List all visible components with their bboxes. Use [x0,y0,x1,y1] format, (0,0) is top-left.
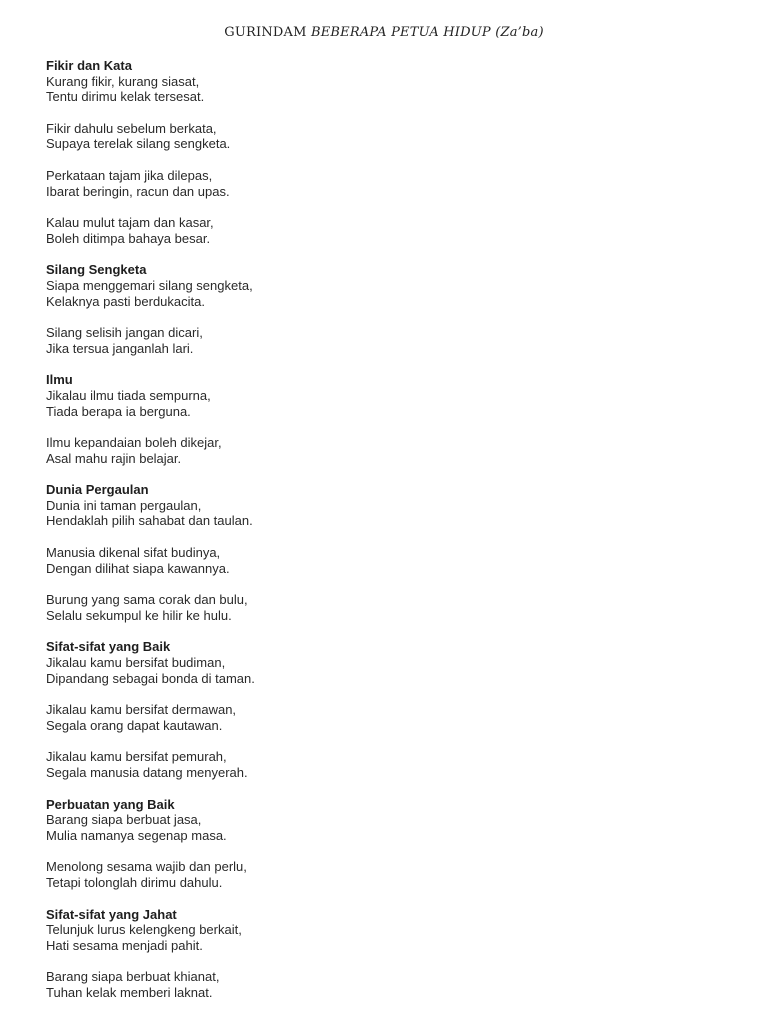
section-title: Silang Sengketa [46,262,147,278]
verse-line: Kurang fikir, kurang siasat, [46,73,200,89]
verse-line: Tiada berapa ia berguna. [46,403,191,419]
verse-line: Kelaknya pasti berdukacita. [46,293,205,309]
verse-line: Segala manusia datang menyerah. [46,765,248,780]
poem-section [46,372,726,466]
verse-line: Manusia dikenal sifat budinya, [46,545,221,561]
stanza [46,325,726,356]
verse-line: Ilmu kepandaian boleh dikejar, [46,435,222,451]
stanza [46,922,726,953]
stanza [46,749,726,780]
title-author: (Za’ba) [490,25,544,40]
poem-section [46,639,726,780]
verse-line: Ibarat beringin, racun dan upas. [46,183,230,199]
stanza [46,168,726,199]
stanza [46,435,726,466]
stanza [46,812,726,843]
verse-line: Barang siapa berbuat khianat, [46,969,220,985]
verse-line: Jikalau kamu bersifat pemurah, [46,749,227,765]
stanza [46,655,726,686]
stanza [46,498,726,529]
verse-line: Telunjuk lurus kelengkeng berkait, [46,922,242,938]
section-title: Ilmu [46,372,73,388]
poem-section [46,58,726,246]
stanza [46,388,726,419]
verse-line: Hendaklah pilih sahabat dan taulan. [46,513,253,529]
poem-section [46,797,726,891]
verse-line: Siapa menggemari silang sengketa, [46,277,253,293]
verse-line: Tetapi tolonglah dirimu dahulu. [46,874,223,890]
stanza [46,969,726,1000]
verse-line: Asal mahu rajin belajar. [46,450,182,466]
verse-line: Tentu dirimu kelak tersesat. [46,89,205,105]
stanza [46,278,726,309]
verse-line: Jikalau kamu bersifat dermawan, [46,702,237,718]
verse-line: Barang siapa berbuat jasa, [46,812,202,828]
title-prefix: GURINDAM [224,25,311,40]
stanza [46,702,726,733]
verse-line: Hati sesama menjadi pahit. [46,937,203,953]
verse-line: Silang selisih jangan dicari, [46,325,203,341]
verse-line: Jikalau ilmu tiada sempurna, [46,387,211,403]
poem-section [46,482,726,623]
verse-line: Menolong sesama wajib dan perlu, [46,859,247,875]
poem-section [46,262,726,356]
verse-line: Segala orang dapat kautawan. [46,717,223,733]
section-title: Perbuatan yang Baik [46,796,175,812]
section-title: Sifat-sifat yang Baik [46,639,171,655]
stanza [46,121,726,152]
verse-line: Fikir dahulu sebelum berkata, [46,120,217,136]
stanza [46,215,726,246]
verse-line: Jika tersua janganlah lari. [46,340,194,356]
stanza [46,545,726,576]
verse-line: Selalu sekumpul ke hilir ke hulu. [46,607,232,623]
poem-section [46,907,726,1001]
section-title: Dunia Pergaulan [46,482,149,498]
verse-line: Jikalau kamu bersifat budiman, [46,655,226,671]
verse-line: Dengan dilihat siapa kawannya. [46,560,230,576]
verse-line: Tuhan kelak memberi laknat. [46,984,213,1000]
document-title [0,25,768,40]
verse-line: Mulia namanya segenap masa. [46,827,227,843]
section-title: Sifat-sifat yang Jahat [46,906,177,922]
verse-line: Dipandang sebagai bonda di taman. [46,670,255,686]
verse-line: Kalau mulut tajam dan kasar, [46,215,214,231]
title-italic: BEBERAPA PETUA HIDUP [310,25,491,40]
stanza [46,859,726,890]
stanza [46,592,726,623]
verse-line: Supaya terelak silang sengketa. [46,136,231,152]
section-title: Fikir dan Kata [46,58,132,73]
verse-line: Burung yang sama corak dan bulu, [46,592,248,608]
verse-line: Dunia ini taman pergaulan, [46,497,202,513]
stanza [46,74,726,105]
verse-line: Boleh ditimpa bahaya besar. [46,230,211,246]
poem-body [46,58,726,1017]
verse-line: Perkataan tajam jika dilepas, [46,167,213,183]
